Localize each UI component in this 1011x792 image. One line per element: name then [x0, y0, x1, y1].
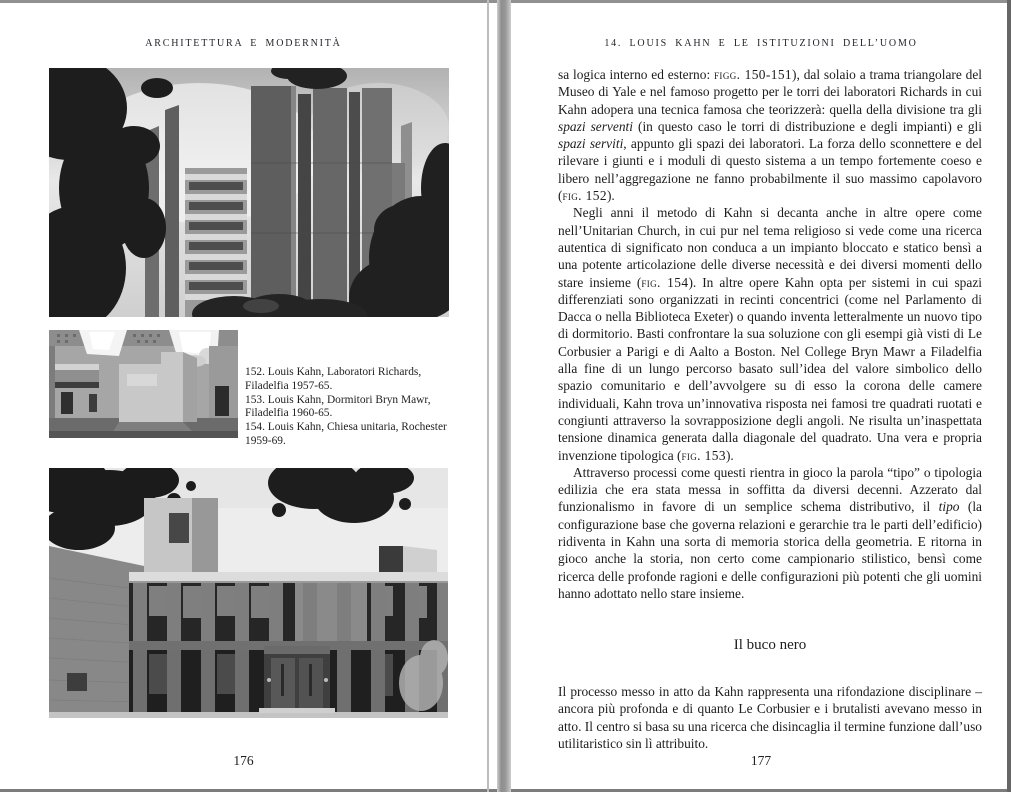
- text-segment: figg. 150-151: [714, 67, 793, 82]
- text-segment: fig. 154: [641, 274, 689, 290]
- text-segment: , appunto gli spazi dei laboratori. La forza dello sconnettere e del rilevare i giunti e i moduli di questo sistema a un tempo fortemente coeso e libero nell’aggregazione ne fanno probabilmente il suo massimo capolavoro (: [558, 136, 982, 204]
- running-header-right: 14. LOUIS KAHN E LE ISTITUZIONI DELL’UOMO: [604, 38, 918, 49]
- figure-caption: 152. Louis Kahn, Laboratori Richards, Filadelfia 1957-65.: [245, 366, 422, 392]
- unitarian-church-illustration: [49, 468, 448, 718]
- text-segment: fig. 152: [562, 188, 607, 204]
- text-segment: fig. 153: [681, 447, 726, 463]
- richards-laboratories-photo: [49, 68, 449, 317]
- text-segment: Negli anni il metodo di Kahn si decanta anche in altre opere come nell’Unitarian Church, in cui pur nel tema religioso si vede come una ricerca autentica di significato non conduca a un impianto bloccato e statico bensì a una potente articolazione delle diverse necessità e dei diversi momenti dello stare insieme (: [558, 205, 982, 290]
- text-segment: spazi serviti: [558, 136, 624, 152]
- text-segment: ).: [606, 188, 615, 204]
- text-segment: sa logica interno ed esterno:: [558, 67, 715, 82]
- text-segment: (la configurazione base che governa relazioni e gerarchie tra le parti dell’edificio) ridiventa in Kahn una sorta di memoria storica della geometria. E ritorna in gioco anche la storia, non certo come campionario stilistico, bensì come ricerca delle profonde ragioni e delle configurazioni più potenti che gli uomini hanno adottato nello stare insieme.: [558, 499, 982, 601]
- figure-captions: [245, 366, 458, 449]
- page-gutter-line: [487, 0, 489, 792]
- text-segment: spazi serventi: [558, 118, 633, 134]
- text-segment: ), dal solaio a trama triangolare del Museo di Yale e nel famoso progetto per le torri dei laboratori Richards in cui Kahn adopera una tecnica famosa che teorizzerà: quella della divisione tra gli: [558, 67, 982, 117]
- paragraph: [558, 204, 982, 463]
- text-segment: (in questo caso le torri di distribuzione e degli impianti) e gli: [632, 118, 982, 134]
- page-left: [0, 0, 487, 792]
- page-number-left: 176: [233, 753, 254, 768]
- unitarian-church-facade-photo: [49, 468, 448, 718]
- figure-caption: 153. Louis Kahn, Dormitori Bryn Mawr, Filadelfia 1960-65.: [245, 393, 431, 420]
- paragraph: [558, 464, 982, 602]
- running-header-left: ARCHITETTURA E MODERNITÀ: [145, 38, 342, 49]
- text-segment: Attraverso processi come questi rientra in gioco la parola “tipo” o tipologia edilizia che era stata messa in soffitta da diversi decenni. Azzerato dal funzionalismo in favore di un semplice schema distributivo, il: [558, 464, 982, 515]
- page-number-right: 177: [750, 753, 772, 768]
- text-segment: ).: [725, 447, 734, 463]
- text-segment: Il processo messo in atto da Kahn rappresenta una rifondazione disciplinare – ancora più profonda e di quanto Le Corbusier e i brutalisti avevano messo in atto. Il centro si basa su una ricerca che disincaglia il termine funzione dall’uso utilitaristico sin lì attribuito.: [558, 684, 982, 751]
- richards-laboratories-illustration: [49, 68, 449, 317]
- paragraph: [558, 66, 982, 204]
- figure-caption: 154. Louis Kahn, Chiesa unitaria, Rochester 1959-69.: [245, 421, 447, 447]
- text-segment: ). In altre opere Kahn opta per sistemi in cui spazi differenziati sono organizzati in recinti concentrici (come nel Parlamento di Dacca o nella Biblioteca Exeter) o quando inventa letteralmente un nuovo tipo di dormitorio. Basti confrontare la sua soluzione con gli esempi già visti di Le Corbusier a Parigi e di Aalto a Boston. Nel College Bryn Mawr a Filadelfia alla fine di un lungo percorso basato sull’idea del valore simbolico dello spazio comunitario e dell’avvolgere su di esso la corona delle camere individuali, Kahn trova un’innovativa risposta nei famosi tre quadrati ruotati e congiunti attraverso la sovrapposizione degli angoli. Ne risulta un’inaspettata tensione dinamica generata dalla diagonale del quadrato. Una vera e propria invenzione tipologica (: [558, 274, 982, 463]
- text-segment: tipo: [938, 499, 960, 515]
- section-heading: Il buco nero: [733, 637, 807, 653]
- body-text-lower: [558, 683, 982, 752]
- page-gutter-shadow: [497, 0, 511, 792]
- bryn-mawr-interior-illustration: [49, 330, 238, 438]
- page-right: [511, 0, 1011, 792]
- body-text-upper: [558, 66, 982, 602]
- paragraph: [558, 683, 982, 752]
- bryn-mawr-dormitory-interior-photo: [49, 330, 238, 438]
